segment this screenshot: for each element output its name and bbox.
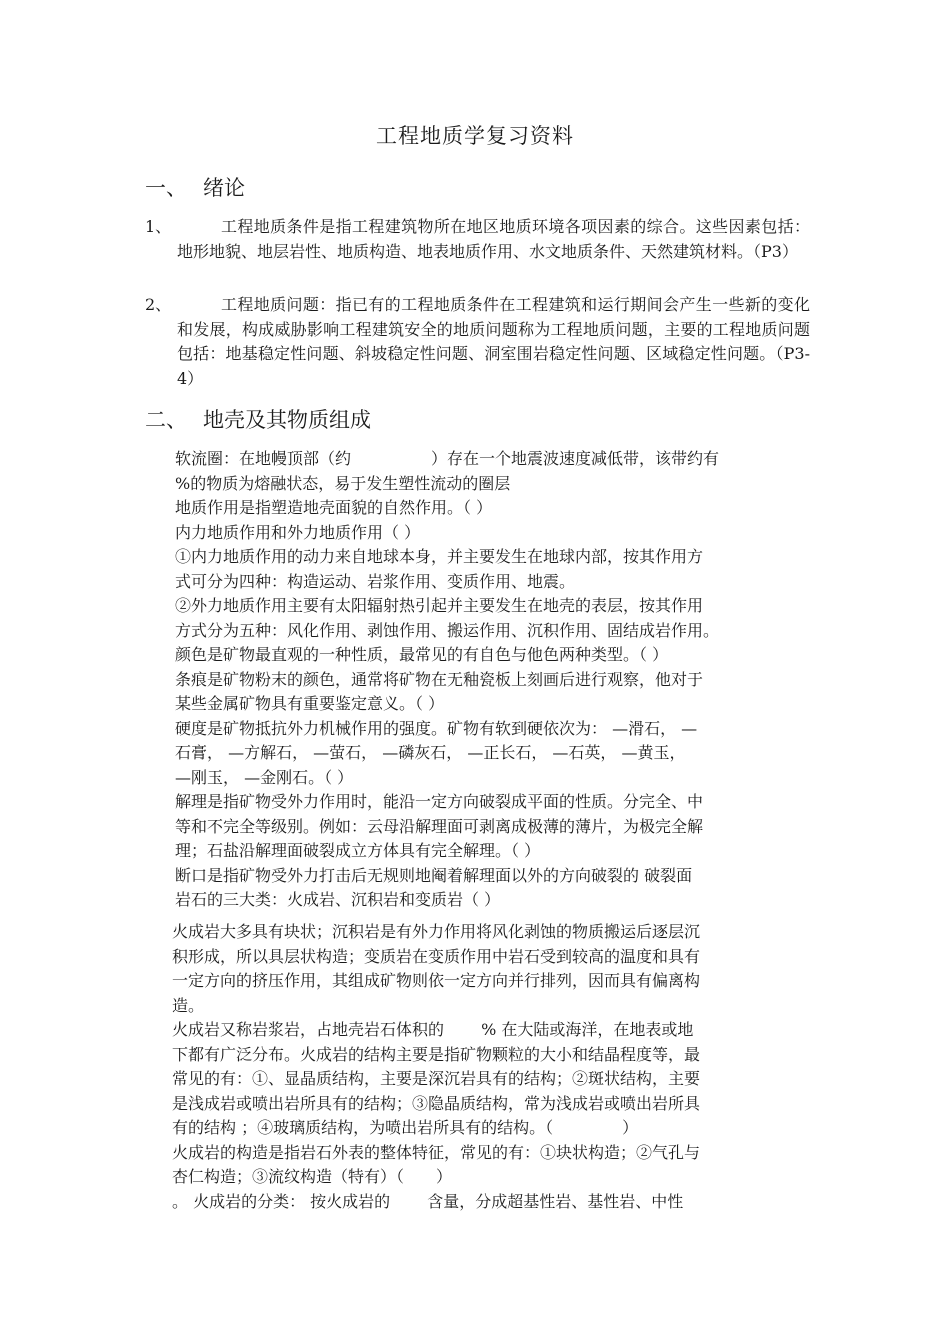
text-line: 是浅成岩或喷出岩所具有的结构；③隐晶质结构，常为浅成岩或喷出岩所具 bbox=[172, 1093, 701, 1113]
text-line: 。 火成岩的分类： 按火成岩的 含量，分成超基性岩、基性岩、中性 bbox=[172, 1191, 684, 1211]
text-line: 下都有广泛分布。火成岩的结构主要是指矿物颗粒的大小和结晶程度等，最 bbox=[172, 1044, 701, 1064]
text-line: 积形成，所以具层状构造；变质岩在变质作用中岩石受到较高的温度和具有 bbox=[172, 946, 701, 966]
section-number: 一、 bbox=[145, 176, 187, 200]
text-line: 内力地质作用和外力地质作用（ ） bbox=[175, 522, 421, 542]
text-line: 杏仁构造；③流纹构造（特有）（ ） bbox=[172, 1167, 453, 1186]
text-line: 式可分为四种：构造运动、岩浆作用、变质作用、地震。 bbox=[175, 571, 576, 591]
section-2-body bbox=[175, 447, 810, 913]
text-line: 条痕是矿物粉末的颜色，通常将矿物在无釉瓷板上刻画后进行观察，他对于 bbox=[175, 669, 704, 689]
text-line: %的物质为熔融状态，易于发生塑性流动的圈层 bbox=[175, 473, 511, 493]
text-line: 硬度是矿物抵抗外力机械作用的强度。矿物有软到硬依次为： —滑石， — bbox=[175, 718, 698, 738]
text-line: 火成岩大多具有块状；沉积岩是有外力作用将风化剥蚀的物质搬运后逐层沉 bbox=[172, 922, 701, 941]
text-line: 某些金属矿物具有重要鉴定意义。（ ） bbox=[175, 694, 445, 713]
text-line: 常见的有：①、显晶质结构，主要是深沉岩具有的结构；②斑状结构，主要 bbox=[172, 1069, 701, 1088]
text-line: 解理是指矿物受外力作用时，能沿一定方向破裂成平面的性质。分完全、中 bbox=[175, 792, 704, 811]
section-heading-1 bbox=[145, 172, 245, 202]
document-title: 工程地质学复习资料 bbox=[376, 124, 574, 148]
text-line: 断口是指矿物受外力打击后无规则地阉着解理面以外的方向破裂的 破裂面 bbox=[175, 865, 693, 885]
item-text: 工程地质问题：指已有的工程地质条件在工程建筑和运行期间会产生一些新的变化和发展，构成威胁影响工程建筑安全的地质问题称为工程地质问题，主要的工程地质问题包括：地基稳定性问题、斜坡稳定性问题、洞室围岩稳定性问题、区域稳定性问题。（P3-4） bbox=[177, 295, 810, 388]
numbered-item-1 bbox=[145, 215, 810, 264]
text-line: 理；石盐沿解理面破裂成立方体具有完全解理。（ ） bbox=[175, 841, 541, 860]
section-label: 地壳及其物质组成 bbox=[203, 408, 371, 432]
text-line: 方式分为五种：风化作用、剥蚀作用、搬运作用、沉积作用、固结成岩作用。 bbox=[175, 620, 720, 640]
text-line: 颜色是矿物最直观的一种性质，最常见的有自色与他色两种类型。（ ） bbox=[175, 645, 669, 664]
section-2-body-continued bbox=[172, 920, 807, 1214]
text-line: 火成岩又称岩浆岩，占地壳岩石体积的 % 在大陆或海洋，在地表或地 bbox=[172, 1020, 694, 1039]
text-line: 一定方向的挤压作用，其组成矿物则依一定方向并行排列，因而具有偏离构 bbox=[172, 971, 701, 990]
section-label: 绪论 bbox=[203, 176, 245, 200]
numbered-item-2 bbox=[145, 293, 810, 391]
text-line: 地质作用是指塑造地壳面貌的自然作用。（ ） bbox=[175, 498, 493, 517]
text-line: 岩石的三大类：火成岩、沉积岩和变质岩（ ） bbox=[175, 890, 501, 909]
item-number: 2、 bbox=[145, 295, 172, 314]
section-heading-2 bbox=[145, 404, 371, 434]
text-line: 等和不完全等级别。例如：云母沿解理面可剥离成极薄的薄片，为极完全解 bbox=[175, 816, 704, 836]
item-text: 工程地质条件是指工程建筑物所在地区地质环境各项因素的综合。这些因素包括：地形地貌、地层岩性、地质构造、地表地质作用、水文地质条件、天然建筑材料。（P3） bbox=[177, 217, 810, 261]
text-line: 造。 bbox=[172, 995, 205, 1015]
text-line: 软流圈：在地幔顶部（约 ）存在一个地震波速度减低带，该带约有 bbox=[175, 449, 720, 468]
text-line: ②外力地质作用主要有太阳辐射热引起并主要发生在地壳的表层，按其作用 bbox=[175, 596, 704, 615]
text-line: 火成岩的构造是指岩石外表的整体特征，常见的有：①块状构造；②气孔与 bbox=[172, 1142, 701, 1162]
text-line: —刚玉， —金刚石。（ ） bbox=[175, 767, 354, 787]
text-line: 有的结构 ；④玻璃质结构，为喷出岩所具有的结构。（ ） bbox=[172, 1118, 639, 1137]
item-number: 1、 bbox=[145, 217, 172, 236]
section-number: 二、 bbox=[145, 408, 187, 432]
text-line: 石膏， —方解石， —萤石， —磷灰石， —正长石， —石英， —黄玉， bbox=[175, 743, 686, 762]
text-line: ①内力地质作用的动力来自地球本身，并主要发生在地球内部，按其作用方 bbox=[175, 547, 704, 566]
